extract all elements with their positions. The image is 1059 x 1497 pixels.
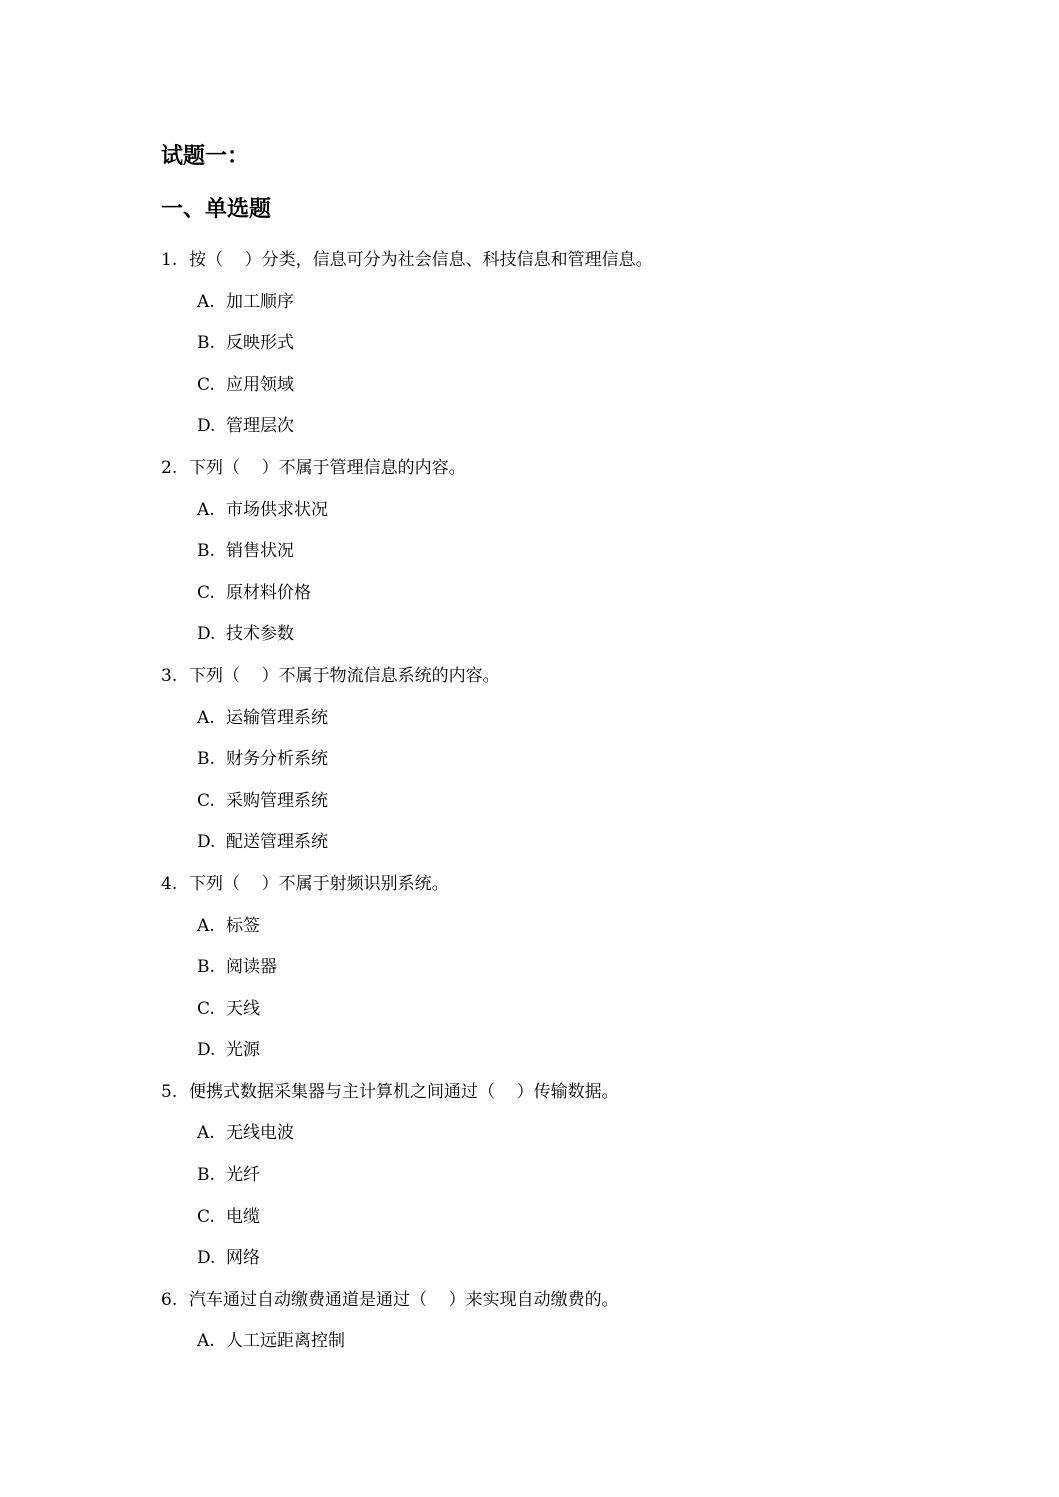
option-c [161,576,921,618]
option-letter: A. [197,1123,215,1144]
option-letter: D. [197,832,216,853]
option-text: 财务分析系统 [226,749,328,770]
document-title: 试题一： [161,144,250,169]
option-a [161,493,921,535]
option-a [161,701,921,743]
option-a [161,1116,921,1158]
question-text: 便携式数据采集器与主计算机之间通过（ ）传输数据。 [189,1081,619,1102]
option-letter: B. [197,749,215,770]
option-letter: C. [197,790,215,811]
option-c [161,992,921,1034]
question-1 [161,243,921,451]
question-stem [161,1075,921,1117]
option-text: 人工远距离控制 [226,1331,345,1352]
option-text: 光源 [226,1040,260,1061]
question-text: 汽车通过自动缴费通道是通过（ ）来实现自动缴费的。 [189,1289,619,1310]
option-text: 阅读器 [226,957,277,978]
option-text: 原材料价格 [226,582,311,603]
section-title: 一、单选题 [161,197,272,222]
option-text: 应用领域 [226,374,294,395]
question-number: 2. [161,457,178,478]
option-letter: A. [197,915,215,936]
question-3 [161,659,921,867]
option-text: 天线 [226,998,260,1019]
option-letter: C. [197,582,215,603]
option-d [161,409,921,451]
option-letter: A. [197,707,215,728]
question-number: 3. [161,665,178,686]
option-letter: A. [197,1331,215,1352]
option-letter: C. [197,998,215,1019]
option-text: 电缆 [226,1206,260,1227]
option-c [161,368,921,410]
option-text: 网络 [226,1248,260,1269]
option-letter: D. [197,624,216,645]
option-letter: A. [197,291,215,312]
option-text: 市场供求状况 [226,499,328,520]
option-letter: D. [197,1248,216,1269]
option-b [161,534,921,576]
option-text: 技术参数 [226,624,294,645]
option-letter: B. [197,957,215,978]
option-text: 管理层次 [226,416,294,437]
option-d [161,617,921,659]
option-d [161,1033,921,1075]
option-a [161,909,921,951]
option-letter: C. [197,374,215,395]
option-letter: D. [197,416,216,437]
question-5 [161,1075,921,1283]
option-b [161,1158,921,1200]
option-b [161,742,921,784]
option-letter: C. [197,1206,215,1227]
option-text: 加工顺序 [226,291,294,312]
option-text: 光纤 [226,1165,260,1186]
option-text: 标签 [226,915,260,936]
option-letter: A. [197,499,215,520]
question-text: 下列（ ）不属于物流信息系统的内容。 [189,665,500,686]
option-a [161,1324,921,1366]
option-c [161,784,921,826]
option-d [161,825,921,867]
question-number: 6. [161,1289,178,1310]
option-letter: D. [197,1040,216,1061]
question-text: 按（ ）分类，信息可分为社会信息、科技信息和管理信息。 [189,250,653,270]
question-stem [161,243,921,285]
option-text: 运输管理系统 [226,707,328,728]
question-2 [161,451,921,659]
question-stem [161,451,921,493]
option-letter: B. [197,541,215,562]
question-number: 5. [161,1081,178,1102]
question-list [161,243,921,1366]
option-c [161,1200,921,1242]
question-4 [161,867,921,1075]
question-number: 1. [161,250,178,270]
option-d [161,1241,921,1283]
option-b [161,950,921,992]
option-a [161,285,921,327]
question-stem [161,867,921,909]
option-text: 配送管理系统 [226,832,328,853]
question-6 [161,1283,921,1366]
option-b [161,326,921,368]
question-text: 下列（ ）不属于射频识别系统。 [189,873,449,894]
question-number: 4. [161,873,178,894]
question-stem [161,1283,921,1325]
option-letter: B. [197,333,215,354]
option-text: 反映形式 [226,333,294,354]
option-letter: B. [197,1165,215,1186]
question-stem [161,659,921,701]
question-text: 下列（ ）不属于管理信息的内容。 [189,457,466,478]
option-text: 采购管理系统 [226,790,328,811]
option-text: 销售状况 [226,541,294,562]
option-text: 无线电波 [226,1123,294,1144]
